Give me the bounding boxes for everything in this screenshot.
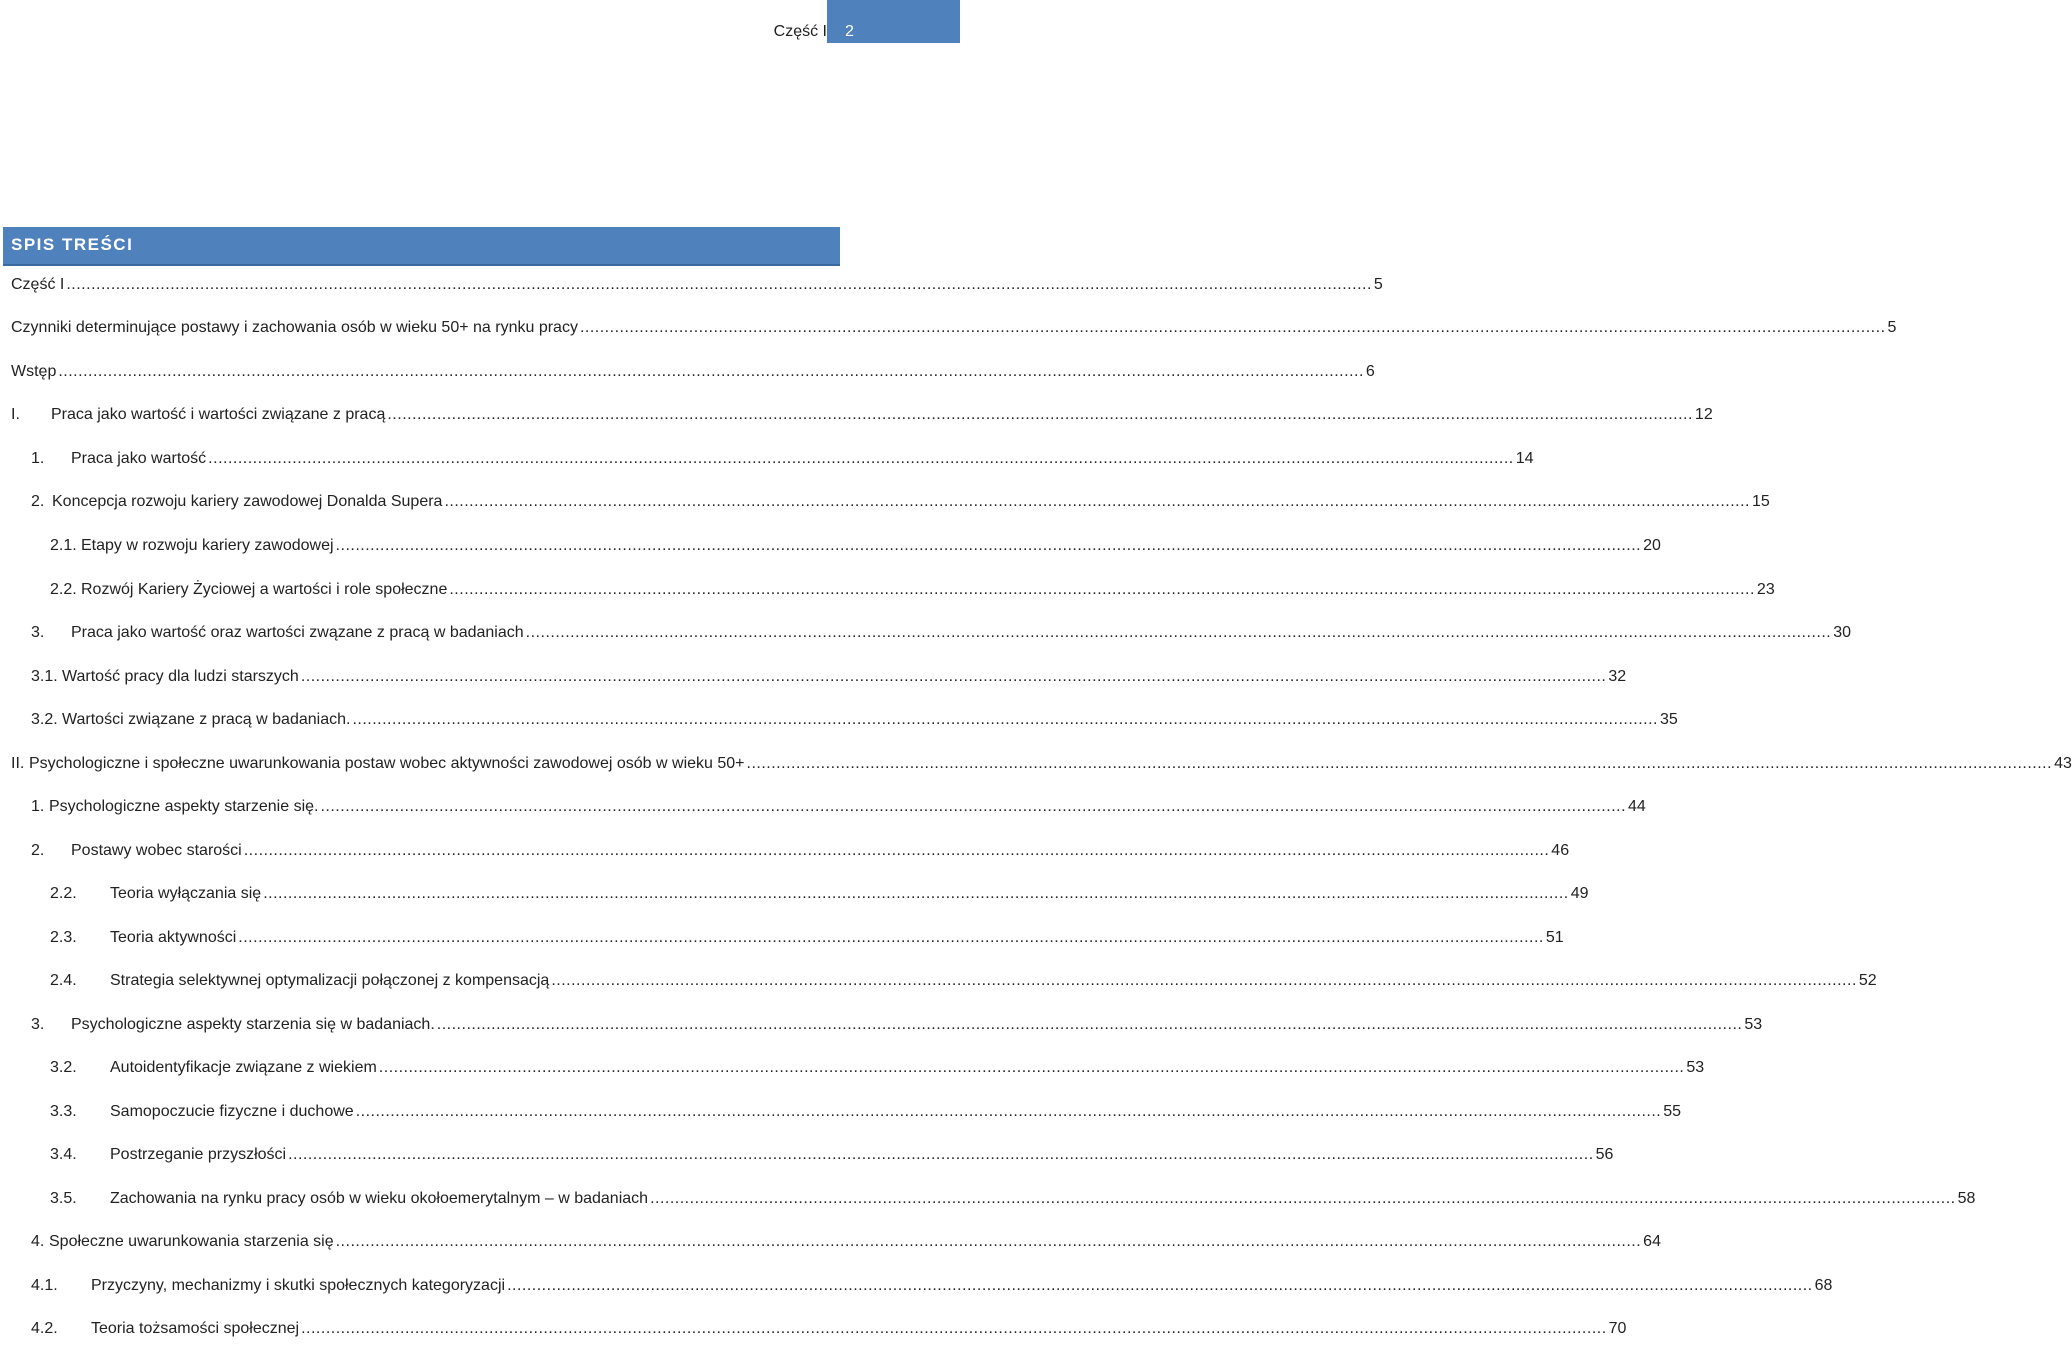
toc-dot-leader — [336, 1231, 1642, 1253]
toc-entry-title: Koncepcja rozwoju kariery zawodowej Donalda Supera — [52, 493, 443, 510]
toc-entry-page: 51 — [1545, 929, 1564, 946]
toc-dot-leader — [352, 709, 1658, 731]
toc-entry-number: 3.4. — [50, 1146, 77, 1163]
toc-entry-title: Rozwój Kariery Życiowej a wartości i role społeczne — [81, 581, 448, 598]
toc-entry[interactable] — [31, 1231, 1661, 1253]
toc-entry-page: 12 — [1694, 406, 1713, 423]
toc-entry-page: 32 — [1608, 668, 1627, 685]
toc-entry-page: 53 — [1744, 1016, 1763, 1033]
toc-entry-number: 2. — [31, 493, 45, 510]
toc-entry-number: 1. — [31, 450, 45, 467]
toc-entry-page: 52 — [1858, 972, 1877, 989]
toc-dot-leader — [208, 448, 1514, 470]
toc-entry-title: Postrzeganie przyszłości — [110, 1146, 287, 1163]
toc-entry-number: 4.2. — [31, 1320, 58, 1337]
toc-entry-title: Praca jako wartość i wartości związane z pracą — [51, 406, 386, 423]
toc-entry-page: 30 — [1833, 624, 1852, 641]
toc-entry-title: Społeczne uwarunkowania starzenia się — [49, 1233, 334, 1250]
toc-entry-title: Część I — [11, 276, 65, 293]
toc-entry-page: 5 — [1887, 319, 1897, 336]
toc-entry-title: Etapy w rozwoju kariery zawodowej — [81, 537, 334, 554]
toc-entry-page: 44 — [1628, 798, 1646, 815]
toc-entry-title: Zachowania na rynku pracy osób w wieku okołoemerytalnym – w badaniach — [110, 1190, 649, 1207]
toc-entry-title: Teoria tożsamości społecznej — [91, 1320, 300, 1337]
running-header-part: Część I — [773, 23, 827, 40]
toc-dot-leader — [336, 535, 1642, 557]
toc-entry[interactable] — [50, 579, 1775, 601]
toc-entry-title: Psychologiczne i społeczne uwarunkowania postaw wobec aktywności zawodowej osób w wieku 50+ — [29, 755, 745, 772]
toc-dot-leader — [650, 1188, 1956, 1210]
toc-entry[interactable] — [31, 1014, 1763, 1036]
toc-dot-leader — [449, 579, 1755, 601]
toc-entry-page: 58 — [1957, 1190, 1976, 1207]
toc-entry[interactable] — [31, 448, 1534, 470]
page-number-badge: 2 — [827, 0, 960, 43]
toc-entry-title: Teoria aktywności — [110, 929, 237, 946]
toc-dot-leader — [444, 491, 1750, 513]
toc-entry-title: Praca jako wartość oraz wartości zwązane z pracą w badaniach — [71, 624, 524, 641]
toc-entry-title: Postawy wobec starości — [71, 842, 242, 859]
toc-entry[interactable] — [31, 709, 1678, 731]
toc-dot-leader — [437, 1014, 1743, 1036]
toc-entry-page: 64 — [1643, 1233, 1661, 1250]
toc-dot-leader — [244, 840, 1550, 862]
toc-entry[interactable] — [50, 883, 1589, 905]
toc-dot-leader — [58, 361, 1364, 383]
toc-entry[interactable] — [50, 927, 1564, 949]
toc-entry-number: II. — [11, 755, 25, 772]
toc-dot-leader — [238, 927, 1544, 949]
toc-entry[interactable] — [50, 1101, 1682, 1123]
toc-entry-title: Strategia selektywnej optymalizacji połączonej z kompensacją — [110, 972, 550, 989]
toc-entry-page: 53 — [1686, 1059, 1705, 1076]
toc-entry-title: Teoria wyłączania się — [110, 885, 262, 902]
toc-dot-leader — [507, 1275, 1813, 1297]
toc-entry[interactable] — [31, 666, 1627, 688]
toc-entry-number: 3.3. — [50, 1103, 77, 1120]
toc-entry[interactable] — [50, 1188, 1976, 1210]
toc-entry[interactable] — [50, 1057, 1705, 1079]
toc-dot-leader — [387, 404, 1693, 426]
toc-title: SPIS TREŚCI — [11, 235, 134, 254]
toc-entry-page: 55 — [1663, 1103, 1682, 1120]
toc-entry[interactable] — [11, 317, 1897, 339]
toc-entry[interactable] — [50, 1144, 1614, 1166]
toc-entry[interactable] — [11, 753, 2072, 775]
toc-entry-number: 3.1. — [31, 668, 58, 685]
toc-entry-title: Psychologiczne aspekty starzenie się. — [49, 798, 319, 815]
toc-entry[interactable] — [50, 535, 1661, 557]
toc-entry[interactable] — [31, 622, 1852, 644]
toc-entry-page: 5 — [1373, 276, 1383, 293]
toc-entry[interactable] — [50, 970, 1877, 992]
toc-entry-number: 2.4. — [50, 972, 77, 989]
toc-dot-leader — [301, 1318, 1607, 1340]
toc-entry[interactable] — [31, 796, 1646, 818]
toc-heading-banner — [3, 227, 840, 266]
toc-entry-title: Autoidentyfikacje związane z wiekiem — [110, 1059, 377, 1076]
toc-dot-leader — [379, 1057, 1685, 1079]
toc-entry-page: 6 — [1365, 363, 1375, 380]
toc-entry-number: 1. — [31, 798, 45, 815]
toc-entry-page: 49 — [1570, 885, 1589, 902]
toc-entry-title: Wstęp — [11, 363, 57, 380]
toc-entry-title: Praca jako wartość — [71, 450, 207, 467]
toc-entry-number: 2.1. — [50, 537, 77, 554]
toc-entry[interactable] — [31, 1275, 1833, 1297]
toc-entry-number: 3. — [31, 624, 45, 641]
toc-entry-page: 43 — [2054, 755, 2072, 772]
toc-entry-number: 4.1. — [31, 1277, 58, 1294]
toc-entry[interactable] — [11, 404, 1713, 426]
toc-entry-number: 2.3. — [50, 929, 77, 946]
toc-entry-page: 14 — [1515, 450, 1534, 467]
toc-dot-leader — [301, 666, 1607, 688]
toc-dot-leader — [356, 1101, 1662, 1123]
toc-entry-number: 2.2. — [50, 581, 77, 598]
toc-entry-title: Wartości związane z pracą w badaniach. — [62, 711, 351, 728]
toc-entry-page: 15 — [1752, 493, 1770, 510]
toc-entry-title: Psychologiczne aspekty starzenia się w badaniach. — [71, 1016, 435, 1033]
toc-dot-leader — [288, 1144, 1594, 1166]
toc-entry-number: 3.5. — [50, 1190, 77, 1207]
toc-entry-title: Wartość pracy dla ludzi starszych — [62, 668, 299, 685]
toc-entry-number: 2. — [31, 842, 45, 859]
toc-entry-page: 20 — [1643, 537, 1661, 554]
toc-dot-leader — [551, 970, 1857, 992]
toc-entry-page: 23 — [1756, 581, 1775, 598]
toc-entry-number: 4. — [31, 1233, 45, 1250]
toc-entry-page: 70 — [1608, 1320, 1627, 1337]
toc-entry-number: I. — [11, 406, 20, 423]
toc-dot-leader — [263, 883, 1569, 905]
toc-entry-number: 3.2. — [50, 1059, 77, 1076]
toc-entry-title: Przyczyny, mechanizmy i skutki społecznych kategoryzacji — [91, 1277, 506, 1294]
toc-entry-number: 2.2. — [50, 885, 77, 902]
toc-entry[interactable] — [11, 274, 1383, 296]
toc-entry-page: 35 — [1660, 711, 1678, 728]
toc-dot-leader — [66, 274, 1372, 296]
toc-entry[interactable] — [31, 1318, 1627, 1340]
toc-entry[interactable] — [31, 840, 1570, 862]
toc-entry-number: 3.2. — [31, 711, 58, 728]
toc-entry-page: 46 — [1551, 842, 1570, 859]
toc-dot-leader — [320, 796, 1626, 818]
toc-entry-number: 3. — [31, 1016, 45, 1033]
toc-dot-leader — [526, 622, 1832, 644]
toc-entry-page: 68 — [1814, 1277, 1833, 1294]
toc-entry[interactable] — [31, 491, 1770, 513]
toc-dot-leader — [580, 317, 1886, 339]
toc-entry-page: 56 — [1595, 1146, 1614, 1163]
toc-dot-leader — [747, 753, 2053, 775]
toc-entry[interactable] — [11, 361, 1375, 383]
toc-entry-title: Samopoczucie fizyczne i duchowe — [110, 1103, 354, 1120]
toc-entry-title: Czynniki determinujące postawy i zachowania osób w wieku 50+ na rynku pracy — [11, 319, 578, 336]
